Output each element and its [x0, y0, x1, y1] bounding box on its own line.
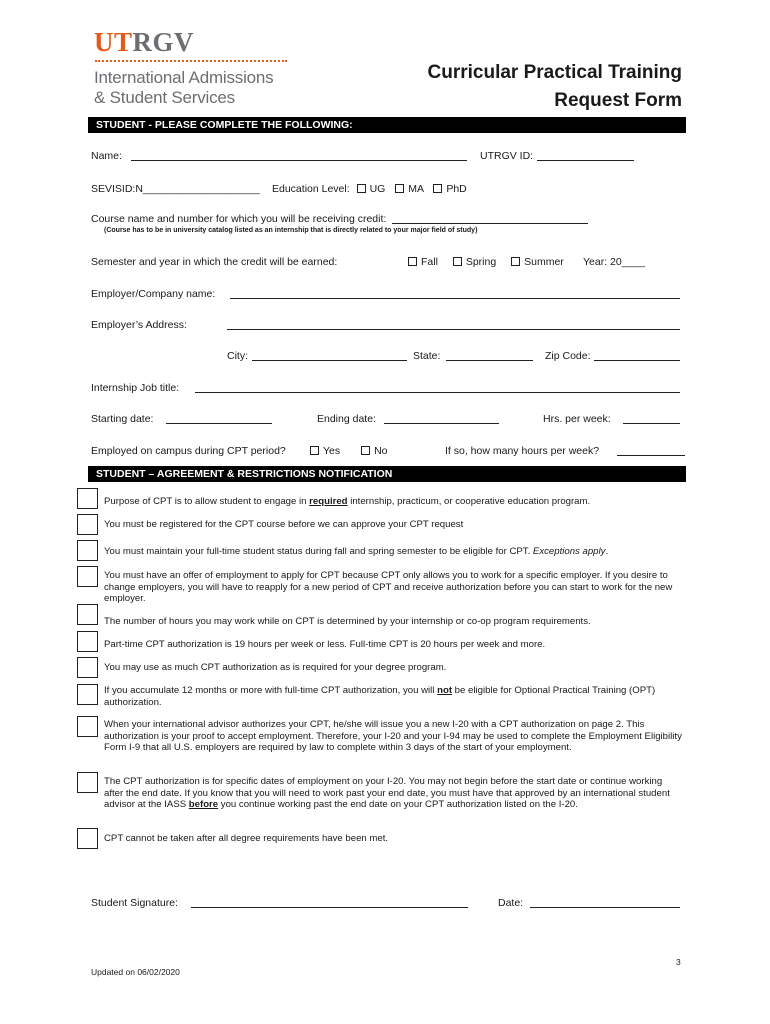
course-field[interactable]	[392, 223, 588, 224]
agreement-checkbox[interactable]	[77, 540, 98, 561]
agreement-checkbox[interactable]	[77, 631, 98, 652]
no-checkbox[interactable]	[361, 446, 370, 455]
agreement-checkbox[interactable]	[77, 604, 98, 625]
logo-rgv: RGV	[132, 27, 195, 57]
date-label: Date:	[498, 897, 524, 909]
agreement-checkbox[interactable]	[77, 828, 98, 849]
education-label: Education Level:	[272, 183, 350, 195]
logo-ut: UT	[94, 27, 133, 57]
job-title-field[interactable]	[195, 392, 680, 393]
date-field[interactable]	[530, 907, 680, 908]
spring-checkbox[interactable]	[453, 257, 462, 266]
agreement-text-part: be eligible for Optional Practical Training (OPT) authorization.	[104, 685, 656, 708]
no-label: No	[374, 445, 388, 457]
form-title	[428, 59, 682, 115]
utrgv-id-field[interactable]	[537, 160, 634, 161]
summer-checkbox[interactable]	[511, 257, 520, 266]
updated-date: Updated on 06/02/2020	[91, 967, 180, 977]
employer-field[interactable]	[230, 298, 680, 299]
agreement-text-part: CPT cannot be taken after all degree requirements have been met.	[104, 833, 389, 844]
fall-checkbox[interactable]	[408, 257, 417, 266]
zip-label: Zip Code:	[545, 350, 591, 362]
address-label: Employer’s Address:	[91, 319, 187, 331]
ma-label: MA	[408, 183, 424, 195]
agreement-text	[104, 616, 682, 628]
agreement-checkbox[interactable]	[77, 657, 98, 678]
employer-label: Employer/Company name:	[91, 288, 216, 300]
agreement-checkbox[interactable]	[77, 566, 98, 587]
agreement-text	[104, 719, 682, 754]
howmany-field[interactable]	[617, 455, 685, 456]
agreement-text	[104, 776, 682, 811]
section-header-agreement: STUDENT – AGREEMENT & RESTRICTIONS NOTIFICATION	[88, 466, 686, 482]
logo-line2: & Student Services	[94, 88, 235, 107]
sevisid-field[interactable]: SEVISID:N____________________	[91, 183, 260, 195]
agreement-italic: Exceptions apply	[532, 546, 606, 557]
ma-checkbox[interactable]	[395, 184, 404, 193]
agreement-text-part: You must be registered for the CPT course before we can approve your CPT request	[104, 519, 464, 530]
agreement-text	[104, 546, 682, 558]
utrgv-id-label: UTRGV ID:	[480, 150, 534, 162]
agreement-text	[104, 685, 682, 708]
agreement-emphasis: not	[437, 685, 453, 696]
page-number: 3	[676, 957, 681, 967]
start-date-label: Starting date:	[91, 413, 154, 425]
fall-label: Fall	[421, 256, 438, 268]
yes-checkbox[interactable]	[310, 446, 319, 455]
spring-label: Spring	[465, 256, 497, 268]
summer-label: Summer	[524, 256, 564, 268]
agreement-text	[104, 833, 682, 845]
end-date-label: Ending date:	[317, 413, 376, 425]
agreement-text	[104, 570, 682, 605]
state-field[interactable]	[446, 360, 533, 361]
agreement-checkbox[interactable]	[77, 772, 98, 793]
agreement-text-part: The CPT authorization is for specific dates of employment on your I-20. You may not begin before the start date or continue working after the end date. If you know that you will need to work past your end date, you must have that approved by an international student advisor at the IASS	[104, 776, 670, 810]
hrs-field[interactable]	[623, 423, 680, 424]
agreement-checkbox[interactable]	[77, 514, 98, 535]
name-field[interactable]	[131, 160, 467, 161]
howmany-label: If so, how many hours per week?	[445, 445, 600, 457]
agreement-checkbox[interactable]	[77, 488, 98, 509]
logo-divider	[95, 60, 287, 62]
city-field[interactable]	[252, 360, 407, 361]
form-title-line1: Curricular Practical Training	[427, 62, 682, 83]
agreement-text-part: You must maintain your full-time student status during fall and spring semester to be eligible for CPT.	[104, 546, 533, 557]
name-label: Name:	[91, 150, 122, 162]
zip-field[interactable]	[594, 360, 680, 361]
course-note: (Course has to be in university catalog listed as an internship that is directly related to your major field of study)	[104, 227, 478, 234]
agreement-text	[104, 519, 682, 531]
semester-label: Semester and year in which the credit will be earned:	[91, 256, 338, 268]
agreement-text	[104, 639, 682, 651]
agreement-text	[104, 662, 682, 674]
logo-line1: International Admissions	[94, 68, 274, 87]
agreement-text-part: You may use as much CPT authorization as is required for your degree program.	[104, 662, 447, 673]
city-label: City:	[227, 350, 248, 362]
agreement-checkbox[interactable]	[77, 684, 98, 705]
form-title-line2: Request Form	[554, 90, 682, 111]
phd-label: PhD	[446, 183, 467, 195]
agreement-text-part: .	[605, 546, 609, 557]
education-level	[272, 183, 467, 195]
agreement-text-part: If you accumulate 12 months or more with full-time CPT authorization, you will	[104, 685, 438, 696]
address-field[interactable]	[227, 329, 680, 330]
agreement-emphasis: required	[309, 496, 348, 507]
agreement-emphasis: before	[188, 799, 219, 810]
phd-checkbox[interactable]	[433, 184, 442, 193]
end-date-field[interactable]	[384, 423, 499, 424]
signature-field[interactable]	[191, 907, 468, 908]
hrs-label: Hrs. per week:	[543, 413, 611, 425]
oncampus-options	[310, 445, 388, 457]
ug-checkbox[interactable]	[357, 184, 366, 193]
year-field[interactable]: Year: 20____	[583, 256, 646, 268]
agreement-text	[104, 496, 682, 508]
agreement-text-part: you continue working past the end date on your CPT authorization listed on the I-20.	[218, 799, 578, 810]
job-title-label: Internship Job title:	[91, 382, 180, 394]
utrgv-logo	[94, 27, 194, 58]
start-date-field[interactable]	[166, 423, 272, 424]
state-label: State:	[413, 350, 441, 362]
agreement-text-part: Purpose of CPT is to allow student to engage in	[104, 496, 310, 507]
agreement-text-part: internship, practicum, or cooperative education program.	[347, 496, 591, 507]
agreement-text-part: When your international advisor authorizes your CPT, he/she will issue you a new I-20 with a CPT authorization on page 2. This authorization is your proof to accept employment. Therefore, your I-20 and your I-94 may be used to complete the Employment Eligibility Form I-9 that all U.S. employers are required by law to complete within 3 days of the start of your employment.	[104, 719, 682, 753]
semester-options	[408, 256, 564, 268]
signature-label: Student Signature:	[91, 897, 178, 909]
ug-label: UG	[369, 183, 386, 195]
agreement-checkbox[interactable]	[77, 716, 98, 737]
oncampus-label: Employed on campus during CPT period?	[91, 445, 286, 457]
section-header-student-info: STUDENT - PLEASE COMPLETE THE FOLLOWING:	[88, 117, 686, 133]
course-label: Course name and number for which you will be receiving credit:	[91, 213, 387, 225]
agreement-text-part: The number of hours you may work while on CPT is determined by your internship or co-op program requirements.	[104, 616, 591, 627]
agreement-text-part: Part-time CPT authorization is 19 hours per week or less. Full-time CPT is 20 hours per week and more.	[104, 639, 546, 650]
agreement-text-part: You must have an offer of employment to apply for CPT because CPT only allows you to work for a specific employer. If you desire to change employers, you will have to reapply for a new period of CPT and receive authorization before you can start to work for the new employer.	[104, 570, 673, 604]
yes-label: Yes	[323, 445, 341, 457]
